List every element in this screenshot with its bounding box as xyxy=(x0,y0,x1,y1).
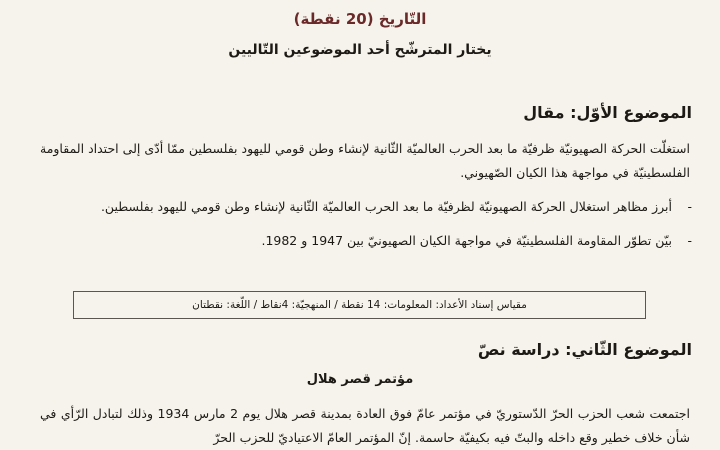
topic1-heading: الموضوع الأوّل: مقال xyxy=(523,103,692,122)
exam-title: التّاريخ (20 نقطة) xyxy=(293,10,427,28)
topic1-question-list xyxy=(40,195,692,263)
exam-instructions: يختار المترشّح أحد الموضوعين التّاليين xyxy=(228,42,492,58)
topic1-question-2: - بيّن تطوّر المقاومة الفلسطينيّة في مواجهة الكيان الصهيونيّ بين 1947 و 1982. xyxy=(40,229,692,253)
grading-rubric-text: مقياس إسناد الأعداد: المعلومات: 14 نقطة / المنهجيّة: 4نقاط / اللّغة: نقطتان xyxy=(192,299,527,311)
topic1-paragraph: استغلّت الحركة الصهيونيّة ظرفيّة ما بعد الحرب العالميّة الثّانية لإنشاء وطن قومي لليهود بفلسطين ممّا أدّى إلى احتداد المقاومة الفلسطينيّة في مواجهة هذا الكيان الصّهيوني. xyxy=(40,141,690,180)
topic1-question-1: - أبرز مظاهر استغلال الحركة الصهيونيّة لظرفيّة ما بعد الحرب العالميّة الثّانية لإنشاء وطن قومي لليهود بفلسطين. xyxy=(40,195,692,219)
topic2-paragraph: اجتمعت شعب الحزب الحرّ الدّستوريّ في مؤتمر عامّ فوق العادة بمدينة قصر هلال يوم 2 مارس 1934 وذلك لتبادل الرّأي في شأن خلاف خطير وقع داخله والبتّ فيه بكيفيّة حاسمة. إنّ المؤتمر العامّ الاعتياديّ للحزب الحرّ xyxy=(40,406,690,445)
topic2-heading: الموضوع الثّاني: دراسة نصّ xyxy=(477,340,692,359)
grading-rubric-box xyxy=(73,291,646,319)
text-title: مؤتمر قصر هلال xyxy=(306,372,414,387)
